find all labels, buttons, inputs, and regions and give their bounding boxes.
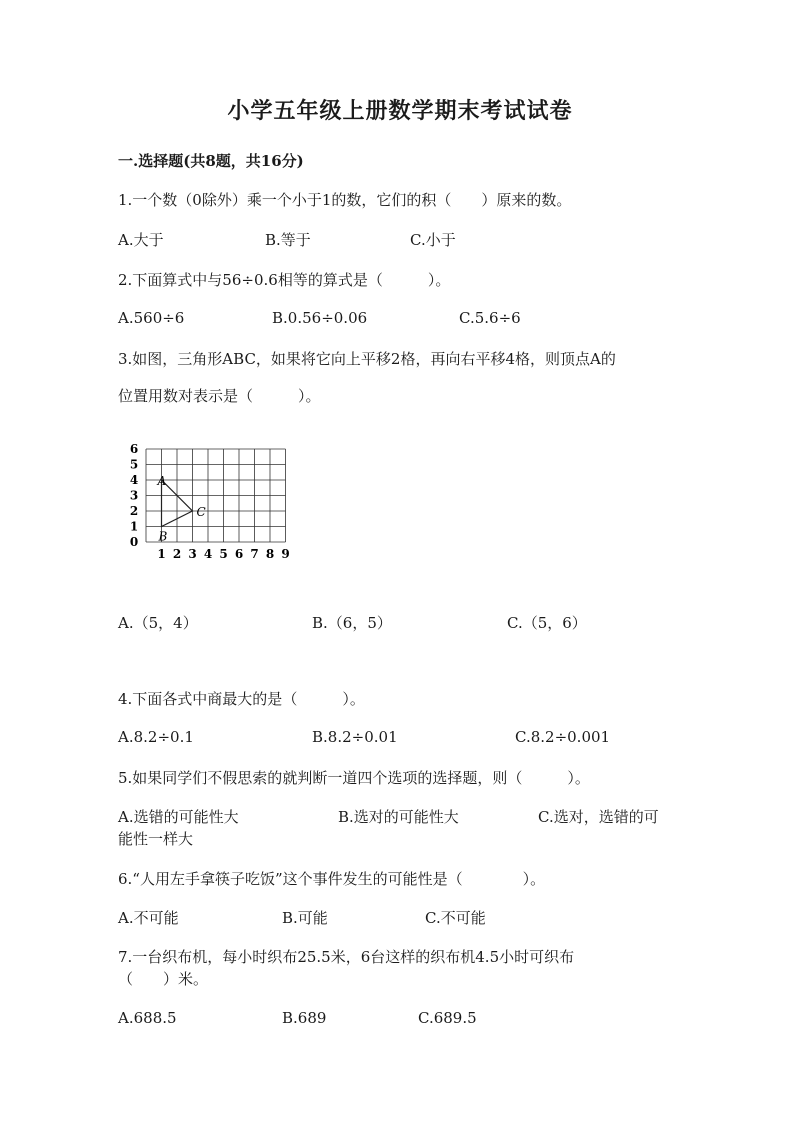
section-heading: 一.选择题(共8题，共16分) (118, 152, 304, 170)
q3-option-c: C.（5，6） (507, 614, 587, 632)
question-7-line-2: （ ）米。 (118, 970, 209, 988)
question-6: 6.“人用左手拿筷子吃饭”这个事件发生的可能性是（ ）。 (118, 870, 546, 888)
q5-option-c: C.选对，选错的可 (538, 808, 659, 826)
q1-option-b: B.等于 (265, 231, 311, 249)
question-5: 5.如果同学们不假思索的就判断一道四个选项的选择题，则（ ）。 (118, 769, 590, 787)
question-7: 7.一台织布机，每小时织布25.5米，6台这样的织布机4.5小时可织布 (118, 948, 575, 966)
q7-option-b: B.689 (282, 1009, 327, 1027)
x-tick-label: 2 (172, 547, 182, 561)
x-tick-label: 4 (203, 547, 213, 561)
point-label-c: C (196, 505, 206, 519)
q2-option-c: C.5.6÷6 (459, 309, 521, 327)
q2-option-b: B.0.56÷0.06 (272, 309, 368, 327)
q6-option-c: C.不可能 (425, 909, 486, 927)
question-1: 1.一个数（0除外）乘一个小于1的数，它们的积（ ）原来的数。 (118, 191, 572, 209)
x-tick-label: 7 (250, 547, 259, 561)
y-tick-label: 5 (129, 457, 139, 472)
q4-option-c: C.8.2÷0.001 (515, 728, 611, 746)
y-tick-label: 6 (129, 442, 139, 456)
point-label-b: B (158, 529, 168, 544)
point-labels (157, 474, 206, 544)
q5-option-b: B.选对的可能性大 (338, 808, 459, 826)
x-tick-label: 5 (219, 547, 228, 561)
q7-option-a: A.688.5 (118, 1009, 177, 1027)
grid-svg (128, 440, 303, 565)
q2-option-a: A.560÷6 (118, 309, 185, 327)
y-tick-label: 1 (129, 519, 139, 534)
x-tick-label: 8 (265, 547, 275, 561)
question-3-line-2: 位置用数对表示是（ ）。 (118, 387, 321, 405)
x-tick-label: 9 (281, 547, 290, 561)
q6-option-a: A.不可能 (118, 909, 179, 927)
page-title: 小学五年级上册数学期末考试试卷 (227, 98, 573, 124)
point-label-a: A (157, 474, 167, 488)
question-2: 2.下面算式中与56÷0.6相等的算式是（ ）。 (118, 271, 451, 289)
coordinate-grid-figure (128, 440, 303, 565)
q1-option-c: C.小于 (410, 231, 456, 249)
q6-option-b: B.可能 (282, 909, 328, 927)
x-tick-label: 6 (234, 547, 244, 561)
y-axis-ticks (130, 442, 138, 549)
y-tick-label: 3 (129, 488, 139, 503)
q4-option-a: A.8.2÷0.1 (118, 728, 194, 746)
x-axis-ticks (157, 547, 289, 561)
q5-option-a: A.选错的可能性大 (118, 808, 239, 826)
x-tick-label: 1 (157, 547, 166, 561)
q3-option-b: B.（6，5） (312, 614, 392, 632)
y-tick-label: 4 (129, 473, 139, 487)
q1-option-a: A.大于 (118, 231, 164, 249)
x-tick-label: 3 (188, 547, 197, 561)
y-tick-label: 0 (129, 535, 139, 549)
q4-option-b: B.8.2÷0.01 (312, 728, 398, 746)
grid-lines (146, 449, 286, 542)
y-tick-label: 2 (129, 504, 139, 518)
question-4: 4.下面各式中商最大的是（ ）。 (118, 690, 365, 708)
q3-option-a: A.（5，4） (118, 614, 198, 632)
q5-option-c-continued: 能性一样大 (118, 830, 194, 848)
q7-option-c: C.689.5 (418, 1009, 477, 1027)
question-3: 3.如图，三角形ABC，如果将它向上平移2格，再向右平移4格，则顶点A的 (118, 350, 616, 368)
